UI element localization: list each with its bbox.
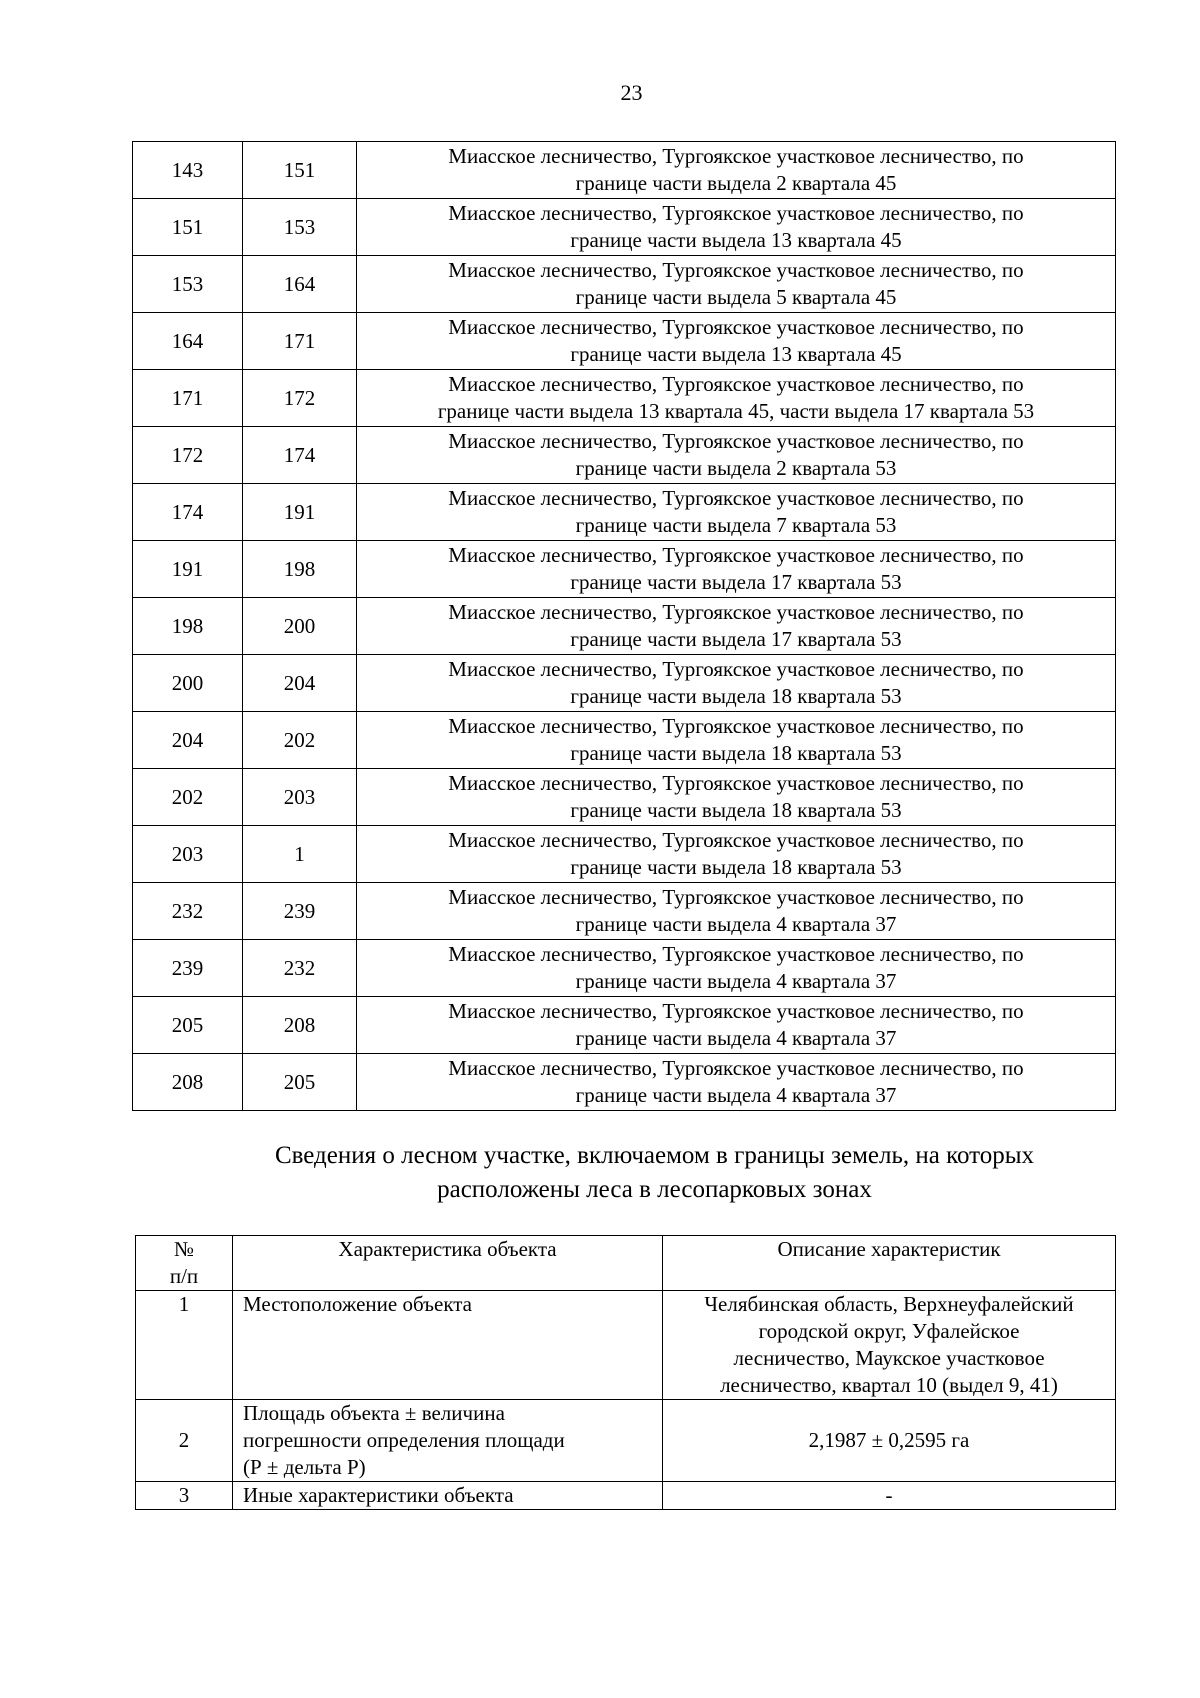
- characteristic-cell: [233, 1291, 663, 1400]
- boundary-row: [133, 598, 1116, 655]
- boundary-row: [133, 256, 1116, 313]
- boundary-point-to: 232: [243, 940, 357, 997]
- boundary-description-line1: Миасское лесничество, Тургоякское участковое лесничество, по: [448, 828, 1024, 852]
- characteristics-header-row: [136, 1236, 1116, 1291]
- section-heading: [132, 1139, 1177, 1207]
- boundary-description-line1: Миасское лесничество, Тургоякское участковое лесничество, по: [448, 429, 1024, 453]
- boundary-description-line2: границе части выдела 18 квартала 53: [570, 684, 902, 708]
- description-line: Челябинская область, Верхнеуфалейский: [704, 1292, 1074, 1316]
- boundary-point-to: 205: [243, 1054, 357, 1111]
- characteristics-row: [136, 1400, 1116, 1482]
- boundary-row: [133, 541, 1116, 598]
- boundary-point-to: 172: [243, 370, 357, 427]
- section-heading-line2: расположены леса в лесопарковых зонах: [437, 1176, 872, 1203]
- description-cell: [663, 1400, 1116, 1482]
- characteristics-table: [135, 1235, 1116, 1510]
- characteristic-cell: [233, 1400, 663, 1482]
- boundary-description: [357, 370, 1116, 427]
- boundary-row: [133, 769, 1116, 826]
- boundary-point-from: 200: [133, 655, 243, 712]
- description-line: городской округ, Уфалейское: [758, 1319, 1020, 1343]
- boundary-point-to: 171: [243, 313, 357, 370]
- characteristic-line: погрешности определения площади: [243, 1428, 565, 1452]
- characteristics-row: [136, 1291, 1116, 1400]
- row-number: 3: [136, 1482, 233, 1510]
- boundary-description-line1: Миасское лесничество, Тургоякское участковое лесничество, по: [448, 372, 1024, 396]
- boundary-description: [357, 712, 1116, 769]
- boundary-description-line1: Миасское лесничество, Тургоякское участковое лесничество, по: [448, 714, 1024, 738]
- boundary-description: [357, 1054, 1116, 1111]
- boundary-row: [133, 1054, 1116, 1111]
- boundary-row: [133, 883, 1116, 940]
- header-num: [136, 1236, 233, 1291]
- boundary-point-from: 198: [133, 598, 243, 655]
- characteristic-line: Площадь объекта ± величина: [243, 1401, 505, 1425]
- boundary-point-from: 191: [133, 541, 243, 598]
- boundary-description-line1: Миасское лесничество, Тургоякское участковое лесничество, по: [448, 999, 1024, 1023]
- boundary-description-line2: границе части выдела 13 квартала 45: [570, 228, 902, 252]
- boundary-row: [133, 712, 1116, 769]
- boundary-point-from: 171: [133, 370, 243, 427]
- section-heading-line1: Сведения о лесном участке, включаемом в границы земель, на которых: [274, 1142, 1035, 1169]
- boundary-description: [357, 199, 1116, 256]
- boundary-description-line1: Миасское лесничество, Тургоякское участковое лесничество, по: [448, 258, 1024, 282]
- boundary-description: [357, 142, 1116, 199]
- boundary-point-to: 204: [243, 655, 357, 712]
- boundary-point-from: 151: [133, 199, 243, 256]
- boundary-description-line2: границе части выдела 17 квартала 53: [570, 570, 902, 594]
- header-characteristic: Характеристика объекта: [233, 1236, 663, 1291]
- boundary-description-line1: Миасское лесничество, Тургоякское участковое лесничество, по: [448, 600, 1024, 624]
- boundary-description-line1: Миасское лесничество, Тургоякское участковое лесничество, по: [448, 1056, 1024, 1080]
- boundary-point-from: 174: [133, 484, 243, 541]
- boundary-point-to: 202: [243, 712, 357, 769]
- boundary-description: [357, 883, 1116, 940]
- boundary-row: [133, 655, 1116, 712]
- description-line: 2,1987 ± 0,2595 га: [808, 1428, 970, 1452]
- description-cell: [663, 1291, 1116, 1400]
- boundary-point-from: 208: [133, 1054, 243, 1111]
- boundary-description: [357, 256, 1116, 313]
- boundary-description-line2: границе части выдела 13 квартала 45: [570, 342, 902, 366]
- boundary-point-to: 198: [243, 541, 357, 598]
- characteristic-cell: [233, 1482, 663, 1510]
- characteristic-line: Иные характеристики объекта: [243, 1483, 514, 1507]
- boundary-point-from: 203: [133, 826, 243, 883]
- boundary-description-line2: границе части выдела 4 квартала 37: [575, 969, 897, 993]
- boundary-point-to: 239: [243, 883, 357, 940]
- boundary-row: [133, 142, 1116, 199]
- characteristics-row: [136, 1482, 1116, 1510]
- boundary-description-line2: границе части выдела 4 квартала 37: [575, 1026, 897, 1050]
- boundary-point-from: 172: [133, 427, 243, 484]
- boundary-point-to: 153: [243, 199, 357, 256]
- description-line: лесничество, квартал 10 (выдел 9, 41): [720, 1373, 1058, 1397]
- boundary-point-to: 191: [243, 484, 357, 541]
- boundary-row: [133, 199, 1116, 256]
- boundary-description: [357, 769, 1116, 826]
- boundary-description: [357, 427, 1116, 484]
- boundary-point-from: 143: [133, 142, 243, 199]
- boundary-row: [133, 484, 1116, 541]
- boundary-description: [357, 313, 1116, 370]
- boundary-point-from: 239: [133, 940, 243, 997]
- boundary-description-line1: Миасское лесничество, Тургоякское участковое лесничество, по: [448, 942, 1024, 966]
- boundary-point-from: 202: [133, 769, 243, 826]
- boundary-description-line2: границе части выдела 18 квартала 53: [570, 855, 902, 879]
- boundary-row: [133, 997, 1116, 1054]
- boundary-point-to: 208: [243, 997, 357, 1054]
- boundary-description-line1: Миасское лесничество, Тургоякское участковое лесничество, по: [448, 315, 1024, 339]
- header-description: Описание характеристик: [663, 1236, 1116, 1291]
- boundary-description: [357, 484, 1116, 541]
- boundary-row: [133, 313, 1116, 370]
- boundary-description: [357, 826, 1116, 883]
- header-num-line2: п/п: [169, 1264, 199, 1288]
- boundary-point-from: 232: [133, 883, 243, 940]
- boundary-description-line2: границе части выдела 5 квартала 45: [575, 285, 897, 309]
- boundary-point-from: 205: [133, 997, 243, 1054]
- boundary-point-to: 1: [243, 826, 357, 883]
- boundary-description-line2: границе части выдела 2 квартала 45: [575, 171, 897, 195]
- page-number: 23: [620, 80, 643, 105]
- boundary-description-line1: Миасское лесничество, Тургоякское участковое лесничество, по: [448, 543, 1024, 567]
- boundary-description-line2: границе части выдела 4 квартала 37: [575, 912, 897, 936]
- header-num-line1: №: [173, 1237, 195, 1261]
- boundary-description-line1: Миасское лесничество, Тургоякское участковое лесничество, по: [448, 201, 1024, 225]
- boundary-description-line1: Миасское лесничество, Тургоякское участковое лесничество, по: [448, 885, 1024, 909]
- boundary-description-line2: границе части выдела 18 квартала 53: [570, 798, 902, 822]
- description-cell: [663, 1482, 1116, 1510]
- boundary-description-line2: границе части выдела 13 квартала 45, части выдела 17 квартала 53: [437, 399, 1035, 423]
- boundary-description-line2: границе части выдела 2 квартала 53: [575, 456, 897, 480]
- description-line: -: [885, 1483, 893, 1507]
- boundary-point-to: 164: [243, 256, 357, 313]
- boundary-point-from: 164: [133, 313, 243, 370]
- boundary-description-line1: Миасское лесничество, Тургоякское участковое лесничество, по: [448, 657, 1024, 681]
- boundary-description-line1: Миасское лесничество, Тургоякское участковое лесничество, по: [448, 486, 1024, 510]
- boundary-point-to: 174: [243, 427, 357, 484]
- boundary-table: [132, 141, 1116, 1111]
- boundary-description-line1: Миасское лесничество, Тургоякское участковое лесничество, по: [448, 144, 1024, 168]
- row-number: 2: [136, 1400, 233, 1482]
- boundary-description: [357, 997, 1116, 1054]
- boundary-description: [357, 940, 1116, 997]
- boundary-point-from: 153: [133, 256, 243, 313]
- boundary-point-to: 151: [243, 142, 357, 199]
- characteristic-line: (Р ± дельта Р): [243, 1455, 366, 1479]
- boundary-point-to: 203: [243, 769, 357, 826]
- characteristic-line: Местоположение объекта: [243, 1292, 473, 1316]
- boundary-point-from: 204: [133, 712, 243, 769]
- boundary-row: [133, 370, 1116, 427]
- boundary-point-to: 200: [243, 598, 357, 655]
- boundary-description-line2: границе части выдела 4 квартала 37: [575, 1083, 897, 1107]
- boundary-description-line1: Миасское лесничество, Тургоякское участковое лесничество, по: [448, 771, 1024, 795]
- boundary-row: [133, 427, 1116, 484]
- description-line: лесничество, Маукское участковое: [733, 1346, 1045, 1370]
- boundary-row: [133, 940, 1116, 997]
- boundary-description-line2: границе части выдела 18 квартала 53: [570, 741, 902, 765]
- boundary-description: [357, 655, 1116, 712]
- boundary-description: [357, 598, 1116, 655]
- boundary-description: [357, 541, 1116, 598]
- boundary-description-line2: границе части выдела 7 квартала 53: [575, 513, 897, 537]
- boundary-description-line2: границе части выдела 17 квартала 53: [570, 627, 902, 651]
- row-number: 1: [136, 1291, 233, 1400]
- boundary-row: [133, 826, 1116, 883]
